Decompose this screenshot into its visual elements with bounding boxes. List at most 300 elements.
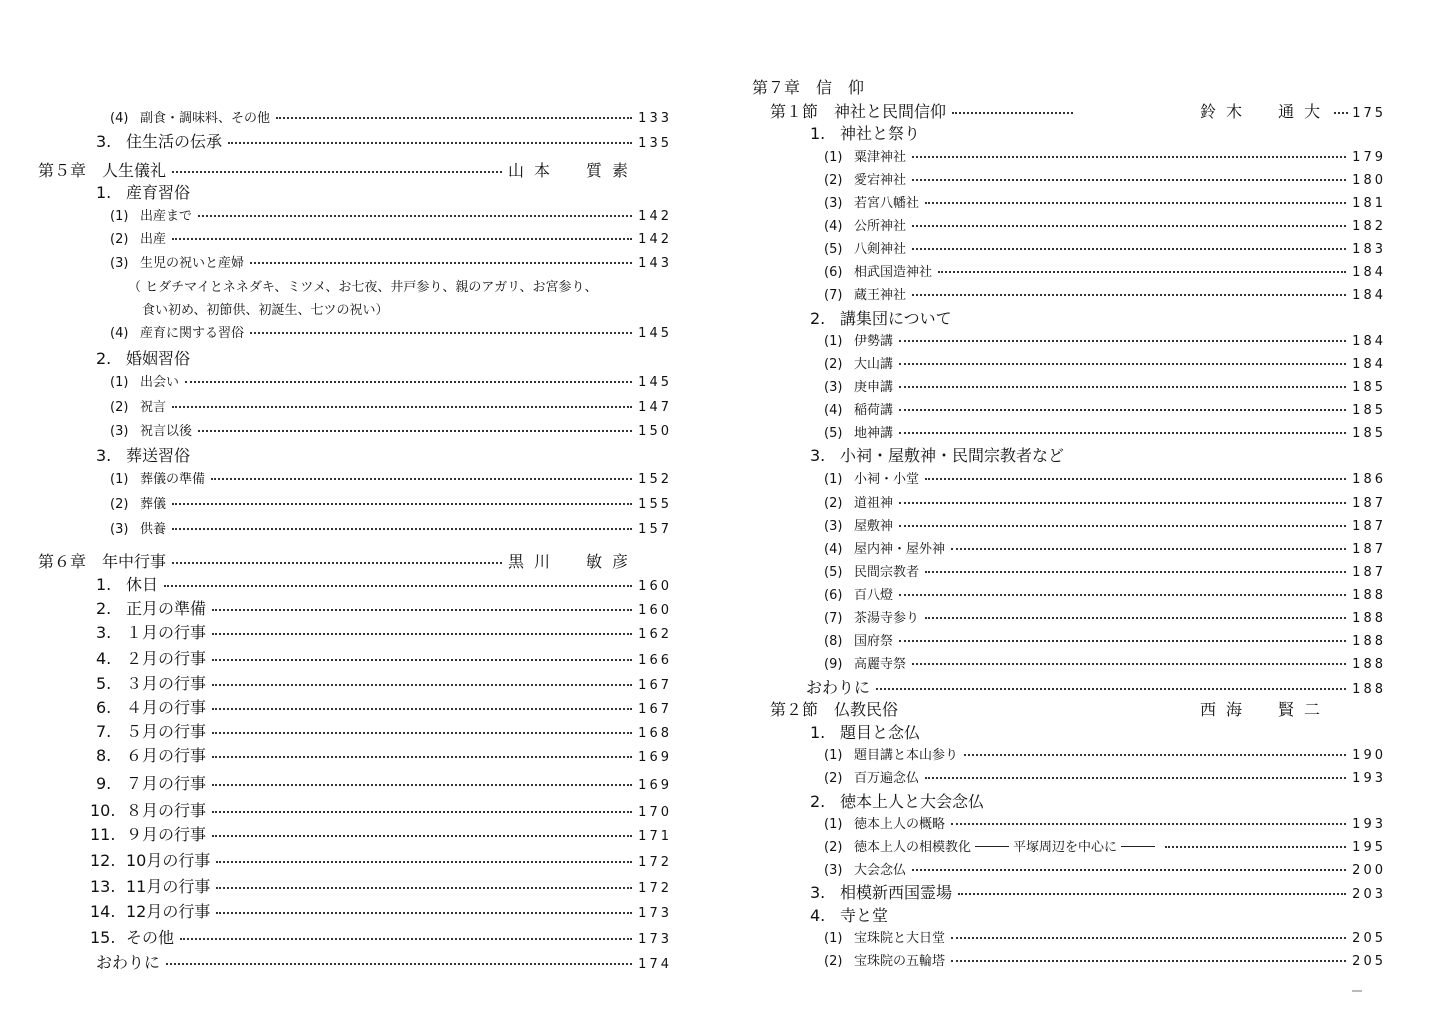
toc-row [90, 925, 672, 948]
page-number: 160 [638, 579, 672, 594]
page-number: 181 [1352, 196, 1386, 211]
item-title: 屋敷神 [854, 519, 894, 534]
item-title: ３月の行事 [126, 674, 207, 693]
toc-row [824, 538, 1386, 557]
dot-leader [912, 155, 1346, 158]
item-number: 11. [90, 825, 116, 844]
item-number: 6. [96, 698, 112, 717]
item-number: (2) [110, 497, 129, 512]
dot-leader [198, 214, 632, 217]
item-title: 民間宗教者 [854, 565, 920, 580]
chapter-heading [38, 549, 638, 572]
toc-row [824, 146, 1386, 165]
item-title: 題目と念仏 [840, 723, 921, 742]
page-number: 186 [1352, 472, 1386, 487]
page-number: 160 [638, 603, 672, 618]
page-number: 188 [1352, 611, 1386, 626]
dot-leader [172, 237, 632, 240]
item-title: 副食・調味料、その他 [140, 111, 271, 126]
toc-row [110, 322, 672, 341]
toc-row [824, 169, 1386, 188]
item-title: 出産まで [140, 209, 193, 224]
page-number: 169 [638, 778, 672, 793]
dot-leader [964, 753, 1346, 756]
dot-leader [250, 261, 632, 264]
page-number: 184 [1352, 334, 1386, 349]
item-number: 2. [96, 349, 112, 368]
item-title: ２月の行事 [126, 649, 207, 668]
toc-row [824, 376, 1386, 395]
item-number: (2) [824, 357, 843, 372]
dot-leader [212, 632, 632, 635]
page-number: 187 [1352, 519, 1386, 534]
item-number: (3) [110, 256, 129, 271]
toc-row [824, 515, 1386, 534]
item-title: 屋内神・屋外神 [854, 542, 946, 557]
page-number: 187 [1352, 542, 1386, 557]
item-number: (8) [824, 634, 843, 649]
toc-row [110, 228, 672, 247]
section-heading [96, 180, 190, 203]
item-title: 出産 [140, 232, 167, 247]
item-number: (9) [824, 657, 843, 672]
section-title: 第１節 神社と民間信仰 [770, 102, 947, 121]
section-heading [810, 789, 984, 812]
item-title: 10月の行事 [126, 851, 211, 870]
toc-row [824, 607, 1386, 626]
toc-row [824, 261, 1386, 280]
toc-row [806, 675, 1386, 698]
chapter-author: 黒川 敏彦 [507, 552, 638, 571]
page-number: 180 [1352, 173, 1386, 188]
section-heading [770, 697, 1330, 720]
page-number: 143 [638, 256, 672, 271]
item-title: 百八燈 [854, 588, 894, 603]
item-number: (2) [110, 232, 129, 247]
item-title: 葬儀の準備 [140, 472, 206, 487]
item-number: (1) [824, 472, 843, 487]
toc-row [824, 630, 1386, 649]
section-heading [96, 443, 190, 466]
item-title: 庚申講 [854, 380, 894, 395]
item-title: 道祖神 [854, 496, 894, 511]
item-title: 小祠・小堂 [854, 472, 920, 487]
dot-leader [899, 639, 1346, 642]
page-number: 157 [638, 522, 672, 537]
page-number: 185 [1352, 403, 1386, 418]
dot-leader [899, 431, 1346, 434]
toc-row [96, 719, 672, 742]
item-title: 稲荷講 [854, 403, 894, 418]
dot-leader [1334, 111, 1348, 114]
item-number: 3. [96, 446, 112, 465]
item-number: 9. [96, 774, 112, 793]
item-title: その他 [126, 928, 175, 947]
toc-row [96, 646, 672, 669]
item-number: (1) [824, 334, 843, 349]
dot-leader [925, 477, 1346, 480]
toc-row [824, 813, 1386, 832]
item-number: (2) [824, 840, 843, 855]
page-number: 200 [1352, 863, 1386, 878]
dot-leader [899, 408, 1346, 411]
toc-row [824, 330, 1386, 349]
dot-leader [212, 731, 632, 734]
toc-row [824, 836, 1386, 855]
page-number: 175 [1352, 106, 1387, 121]
page-number: 185 [1352, 426, 1386, 441]
dot-leader [185, 380, 632, 383]
toc-row [110, 107, 672, 126]
item-title: 相武国造神社 [854, 265, 933, 280]
item-title: ６月の行事 [126, 746, 207, 765]
page-number: 187 [1352, 565, 1386, 580]
dot-leader [912, 178, 1346, 181]
dot-leader [951, 822, 1346, 825]
item-number: (1) [110, 375, 129, 390]
dot-leader [951, 547, 1346, 550]
dot-leader [164, 584, 632, 587]
dot-leader [912, 293, 1346, 296]
toc-row [824, 653, 1386, 672]
chapter-title: 第７章 信 仰 [752, 78, 865, 97]
toc-row [110, 205, 672, 224]
item-number: (2) [824, 173, 843, 188]
page-number: 167 [638, 678, 672, 693]
item-number: (3) [824, 519, 843, 534]
item-title: 徳本上人と大会念仏 [840, 792, 985, 811]
toc-row [90, 899, 672, 922]
item-number: 1. [810, 124, 826, 143]
section-heading [810, 720, 920, 743]
item-title: 宝珠院と大日堂 [854, 931, 946, 946]
item-title: 粟津神社 [854, 150, 907, 165]
toc-row [824, 859, 1386, 878]
section-heading [810, 306, 952, 329]
section-heading [96, 346, 190, 369]
toc-row [96, 572, 672, 595]
dot-leader [951, 959, 1346, 962]
chapter-title: 第６章 年中行事 [38, 552, 167, 571]
toc-row [824, 744, 1386, 763]
item-title: おわりに [96, 953, 161, 972]
item-title: 地神講 [854, 426, 894, 441]
note-text: （ ヒダチマイとネネダキ、ミツメ、お七夜、井戸参り、親のアガリ、お宮参り、 [128, 280, 598, 295]
item-number: (1) [824, 748, 843, 763]
item-number: 4. [810, 906, 826, 925]
page-number: 142 [638, 232, 672, 247]
item-number: 4. [96, 649, 112, 668]
scan-mark [1352, 990, 1362, 992]
item-title: ４月の行事 [126, 698, 207, 717]
dot-leader [172, 170, 502, 173]
item-title: 高麗寺祭 [854, 657, 907, 672]
toc-row [824, 492, 1386, 511]
page-number: 174 [638, 957, 672, 972]
dot-leader [899, 385, 1346, 388]
page-number: 193 [1352, 771, 1386, 786]
item-title: 蔵王神社 [854, 288, 907, 303]
page-number: 193 [1352, 817, 1386, 832]
dot-leader [925, 776, 1346, 779]
toc-row [96, 620, 672, 643]
item-title: 愛宕神社 [854, 173, 907, 188]
dot-leader [899, 362, 1346, 365]
item-number: (4) [824, 219, 843, 234]
note-line [128, 276, 598, 295]
item-number: 2. [810, 309, 826, 328]
toc-row [90, 848, 672, 871]
toc-row [90, 822, 672, 845]
item-number: 7. [96, 722, 112, 741]
item-title: 出会い [140, 375, 180, 390]
dot-leader [876, 687, 1346, 690]
item-number: (4) [110, 326, 129, 341]
item-title: 住生活の伝承 [126, 132, 223, 151]
dot-leader [212, 658, 632, 661]
item-number: 2. [96, 599, 112, 618]
page-number: 195 [1352, 840, 1386, 855]
page-number: 205 [1352, 954, 1386, 969]
toc-row [96, 129, 672, 152]
item-title: ９月の行事 [126, 825, 207, 844]
toc-row [824, 238, 1386, 257]
toc-row [824, 192, 1386, 211]
page-number: 184 [1352, 265, 1386, 280]
item-number: (3) [824, 196, 843, 211]
item-title: 産育習俗 [126, 183, 191, 202]
dot-leader [172, 527, 632, 530]
item-title: 大会念仏 [854, 863, 907, 878]
item-title: 宝珠院の五輪塔 [854, 954, 946, 969]
toc-row [824, 950, 1386, 969]
toc-row [824, 422, 1386, 441]
item-number: 1. [96, 183, 112, 202]
page-number: 168 [638, 726, 672, 741]
item-title: ５月の行事 [126, 722, 207, 741]
item-title: 徳本上人の概略 [854, 817, 946, 832]
toc-row [810, 880, 1386, 903]
item-number: 5. [96, 674, 112, 693]
dot-leader [958, 892, 1346, 895]
dot-leader [925, 201, 1346, 204]
item-title: ７月の行事 [126, 774, 207, 793]
item-title: 茶湯寺参り [854, 611, 920, 626]
dot-leader [912, 247, 1346, 250]
dot-leader [938, 270, 1346, 273]
page-number: 145 [638, 375, 672, 390]
section-author: 鈴木 通大 [1200, 102, 1331, 121]
item-number: (4) [110, 111, 129, 126]
page-number: 135 [638, 136, 672, 151]
item-number: 12. [90, 851, 116, 870]
dot-leader [211, 477, 632, 480]
item-title: 若宮八幡社 [854, 196, 920, 211]
page-number: 203 [1352, 887, 1386, 902]
item-title: 葬送習俗 [126, 446, 191, 465]
item-title: 生児の祝いと産婦 [140, 256, 245, 271]
dot-leader [212, 755, 632, 758]
dot-leader [172, 502, 632, 505]
item-title: 休日 [126, 575, 159, 594]
item-title: 伊勢講 [854, 334, 894, 349]
page-number: 183 [1352, 242, 1386, 257]
page-number: 188 [1352, 588, 1386, 603]
section-title: 第２節 仏教民俗 [770, 700, 899, 719]
item-number: 13. [90, 877, 116, 896]
item-number: (3) [110, 424, 129, 439]
toc-row [824, 561, 1386, 580]
item-title: おわりに [806, 678, 871, 697]
page-number: 162 [638, 627, 672, 642]
page-number: 188 [1352, 682, 1386, 697]
item-number: (2) [824, 954, 843, 969]
page-number: 172 [638, 855, 672, 870]
item-title: 12月の行事 [126, 902, 211, 921]
item-title: 11月の行事 [126, 877, 211, 896]
item-title: 相模新西国霊場 [840, 883, 953, 902]
page-number: 169 [638, 750, 672, 765]
item-number: (2) [824, 771, 843, 786]
toc-row [824, 399, 1386, 418]
item-number: (3) [824, 380, 843, 395]
section-heading [810, 903, 888, 926]
dot-leader [216, 911, 632, 914]
em-dash [1121, 846, 1155, 847]
item-number: (2) [824, 496, 843, 511]
item-number: (3) [110, 522, 129, 537]
toc-row [110, 371, 672, 390]
page-number: 179 [1352, 150, 1386, 165]
chapter-heading [752, 75, 864, 98]
item-subtitle: 平塚周辺を中心に [1013, 840, 1118, 855]
toc-row [824, 284, 1386, 303]
page-number: 133 [638, 111, 672, 126]
page-number: 188 [1352, 634, 1386, 649]
dot-leader [166, 962, 632, 965]
item-number: 1. [96, 575, 112, 594]
item-title: 公所神社 [854, 219, 907, 234]
item-title: 神社と祭り [840, 124, 921, 143]
item-number: (1) [824, 150, 843, 165]
item-title: 百万遍念仏 [854, 771, 920, 786]
page-number: 167 [638, 702, 672, 717]
item-number: (1) [110, 209, 129, 224]
item-title: 祝言以後 [140, 424, 193, 439]
toc-row [110, 518, 672, 537]
page-number: 173 [638, 906, 672, 921]
toc-row [90, 798, 672, 821]
em-dash [975, 846, 1009, 847]
page-number: 185 [1352, 380, 1386, 395]
section-heading [810, 443, 1064, 466]
item-title: 大山講 [854, 357, 894, 372]
item-title: 国府祭 [854, 634, 894, 649]
item-number: (7) [824, 288, 843, 303]
item-title: １月の行事 [126, 623, 207, 642]
item-number: (6) [824, 588, 843, 603]
dot-leader [228, 141, 632, 144]
item-number: (7) [824, 611, 843, 626]
toc-row [824, 353, 1386, 372]
toc-row [824, 927, 1386, 946]
item-number: (4) [824, 403, 843, 418]
dot-leader [216, 860, 632, 863]
item-number: (5) [824, 426, 843, 441]
toc-row [110, 493, 672, 512]
section-author: 西海 賢二 [1199, 700, 1330, 719]
item-number: (3) [824, 863, 843, 878]
dot-leader [899, 524, 1346, 527]
page-number: 187 [1352, 496, 1386, 511]
page-number: 173 [638, 932, 672, 947]
page-number: 147 [638, 400, 672, 415]
toc-row [824, 584, 1386, 603]
toc-row [824, 215, 1386, 234]
dot-leader [172, 561, 502, 564]
dot-leader [212, 683, 632, 686]
note-text: 食い初め、初節供、初誕生、七ツの祝い） [142, 303, 389, 318]
item-number: (1) [824, 817, 843, 832]
dot-leader [212, 707, 632, 710]
toc-row [96, 671, 672, 694]
item-number: 3. [810, 446, 826, 465]
item-title: 正月の準備 [126, 599, 207, 618]
item-title: 葬儀 [140, 497, 167, 512]
item-number: 3. [96, 132, 112, 151]
dot-leader [216, 886, 632, 889]
page-number: 182 [1352, 219, 1386, 234]
page-number: 155 [638, 497, 672, 512]
dot-leader [172, 405, 632, 408]
item-title: ８月の行事 [126, 801, 207, 820]
item-number: (6) [824, 265, 843, 280]
toc-row [96, 743, 672, 766]
item-number: (4) [824, 542, 843, 557]
page-number: 205 [1352, 931, 1386, 946]
dot-leader [952, 111, 1073, 114]
item-number: 3. [96, 623, 112, 642]
item-number: (5) [824, 565, 843, 580]
page-number: 152 [638, 472, 672, 487]
item-title: 八剣神社 [854, 242, 907, 257]
page-number: 145 [638, 326, 672, 341]
item-title: 祝言 [140, 400, 167, 415]
item-title: 小祠・屋敷神・民間宗教者など [840, 446, 1065, 465]
item-title: 供養 [140, 522, 167, 537]
item-title: 講集団について [840, 309, 952, 328]
section-heading [810, 121, 920, 144]
item-number: (1) [824, 931, 843, 946]
dot-leader [912, 868, 1346, 871]
dot-leader [212, 608, 632, 611]
note-line [142, 299, 388, 318]
item-number: 14. [90, 902, 116, 921]
toc-row [824, 767, 1386, 786]
item-title: 徳本上人の相模教化 [854, 840, 972, 855]
dot-leader [180, 937, 632, 940]
dot-leader [212, 810, 632, 813]
item-number: (1) [110, 472, 129, 487]
dot-leader [212, 783, 632, 786]
toc-row [110, 396, 672, 415]
toc-row [824, 468, 1386, 487]
page-number: 170 [638, 805, 672, 820]
dot-leader [912, 224, 1346, 227]
toc-row [90, 874, 672, 897]
page-number: 166 [638, 653, 672, 668]
chapter-heading [38, 158, 638, 181]
